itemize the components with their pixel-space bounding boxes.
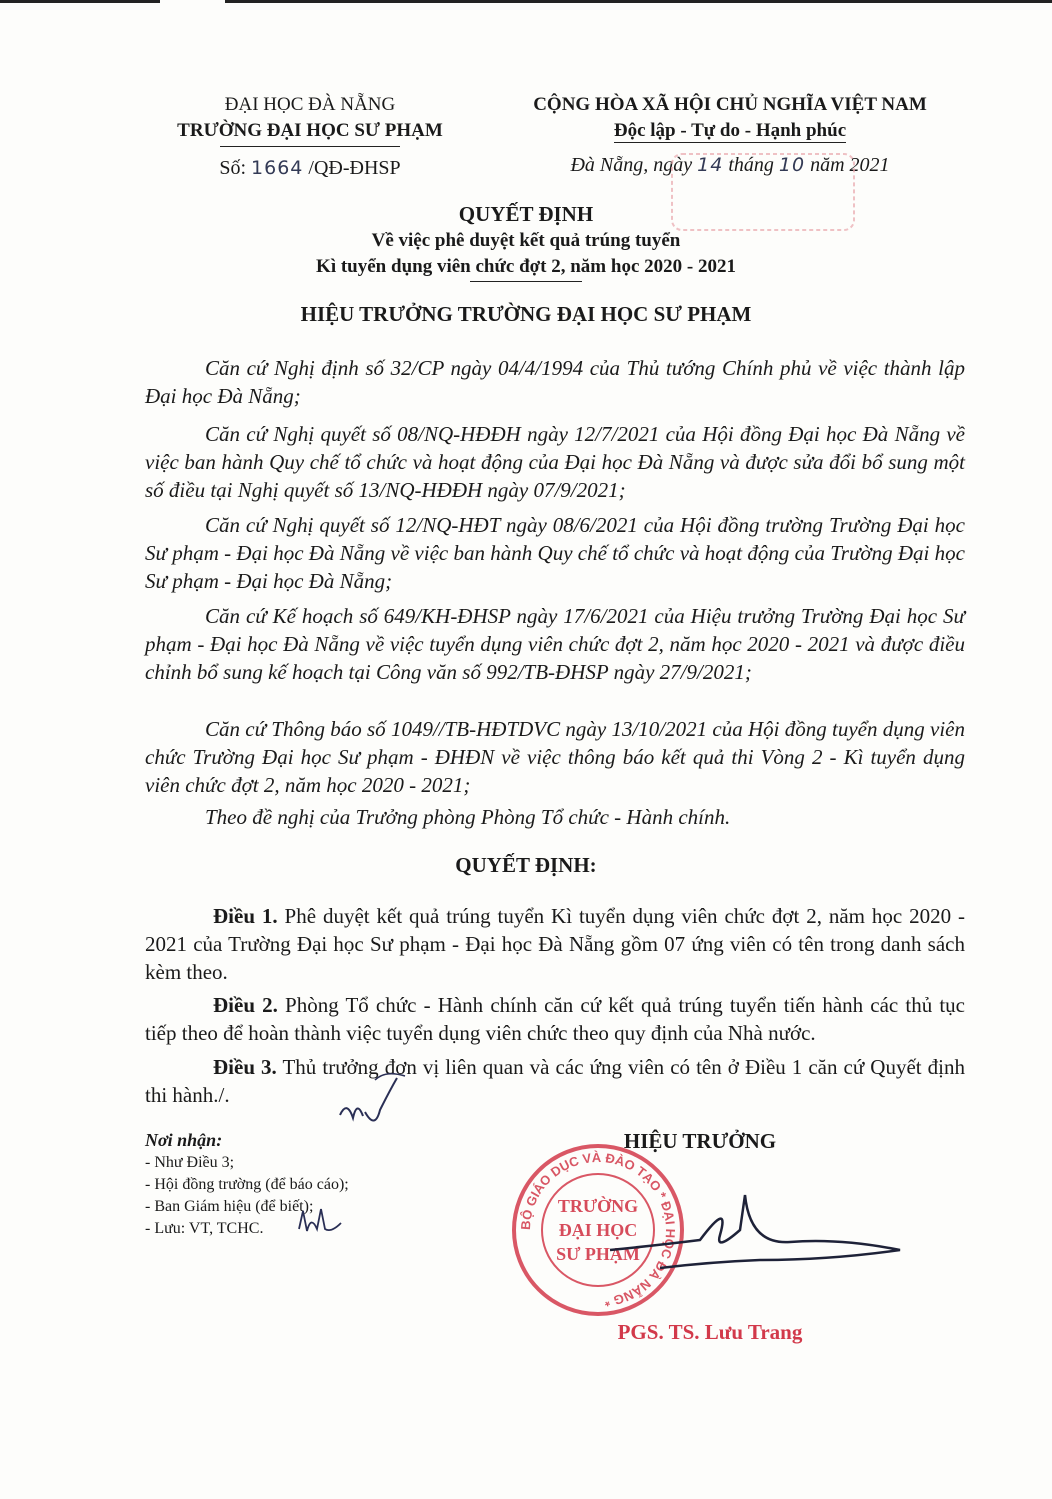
recipient-item: - Ban Giám hiệu (để biết); (145, 1198, 314, 1215)
decision-heading: QUYẾT ĐỊNH: (455, 853, 597, 877)
svg-text:TRƯỜNG: TRƯỜNG (557, 1196, 639, 1216)
handwritten-number: 1664 (251, 157, 304, 179)
seal-ring-text: BỘ GIÁO DỤC VÀ ĐÀO TẠO * ĐẠI HỌC ĐÀ NẴNG * (517, 1149, 679, 1310)
recipient-item: - Như Điều 3; (145, 1154, 235, 1171)
school-name: TRƯỜNG ĐẠI HỌC SƯ PHẠM (177, 120, 443, 141)
decision-title: QUYẾT ĐỊNH (458, 202, 594, 226)
scan-edge-right (225, 0, 1052, 3)
legal-basis-4: Căn cứ Kế hoạch số 649/KH-ĐHSP ngày 17/6/2021 của Hiệu trưởng Trường Đại học Sư phạm - Đại học Đà Nẵng về việc tuyển dụng viên chức đợt 2, năm học 2020 - 2021 và được điều chỉnh bổ sung kế hoạch tại Công văn số 992/TB-ĐHSP ngày 27/9/2021; (145, 604, 965, 684)
scan-edge-left (0, 0, 160, 3)
article-3: Điều 3. Thủ trưởng đơn vị liên quan và các ứng viên có tên ở Điều 1 căn cứ Quyết định thi hành./. (145, 1055, 966, 1107)
header-left-rule (220, 146, 400, 147)
handwritten-day: 14 (697, 154, 724, 176)
nation-title: CỘNG HÒA XÃ HỘI CHỦ NGHĨA VIỆT NAM (533, 94, 927, 115)
handwritten-month: 10 (778, 154, 806, 176)
decision-subtitle-2: Kì tuyển dụng viên chức đợt 2, năm học 2020 - 2021 (316, 256, 736, 277)
article-2: Điều 2. Phòng Tổ chức - Hành chính căn cứ kết quả trúng tuyển tiến hành các thủ tục tiếp theo để hoàn thành việc tuyển dụng viên chức theo quy định của Nhà nước. (145, 993, 965, 1045)
header-left (140, 92, 480, 183)
date-line: Đà Nẵng, ngày 14 tháng 10 năm 2021 (570, 154, 890, 176)
legal-basis-5: Căn cứ Thông báo số 1049//TB-HĐTDVC ngày 13/10/2021 của Hội đồng tuyển dụng viên chức Trường Đại học Sư phạm - ĐHĐN về việc thông báo kết quả thi Vòng 2 - Kì tuyển dụng viên chức đợt 2, năm học 2020 - 2021; (145, 717, 965, 797)
svg-text:ĐẠI HỌC: ĐẠI HỌC (558, 1220, 638, 1240)
initials-scribble (335, 1070, 475, 1130)
title-rule (470, 281, 582, 282)
motto: Độc lập - Tự do - Hạnh phúc (613, 120, 847, 141)
recipient-item: - Lưu: VT, TCHC. (145, 1220, 264, 1237)
document-number: Số: 1664 /QĐ-ĐHSP (219, 157, 401, 179)
legal-basis-3: Căn cứ Nghị quyết số 12/NQ-HĐT ngày 08/6/2021 của Hội đồng trường Trường Đại học Sư phạm - Đại học Đà Nẵng về việc ban hành Quy chế tổ chức và hoạt động của Trường Đại học Sư phạm - Đại học Đà Nẵng; (145, 513, 965, 593)
svg-text:SƯ PHẠM: SƯ PHẠM (556, 1244, 640, 1264)
authority-heading: HIỆU TRƯỞNG TRƯỜNG ĐẠI HỌC SƯ PHẠM (300, 302, 752, 326)
signature-role: HIỆU TRƯỞNG (623, 1129, 777, 1153)
signature (600, 1190, 920, 1290)
article-1: Điều 1. Phê duyệt kết quả trúng tuyển Kì tuyển dụng viên chức đợt 2, năm học 2020 - 2021 của Trường Đại học Sư phạm - Đại học Đà Nẵng gồm 07 ứng viên có tên trong danh sách kèm theo. (145, 904, 966, 984)
legal-basis-6: Theo đề nghị của Trưởng phòng Phòng Tổ chức - Hành chính. (205, 805, 731, 829)
signer-name: PGS. TS. Lưu Trang (617, 1320, 803, 1344)
clerk-initials (295, 1205, 345, 1237)
recipients-title: Nơi nhận: (145, 1130, 223, 1150)
decision-subtitle-1: Về việc phê duyệt kết quả trúng tuyển (371, 230, 681, 251)
org-name: ĐẠI HỌC ĐÀ NẴNG (224, 94, 396, 115)
recipient-item: - Hội đồng trường (để báo cáo); (145, 1176, 349, 1193)
legal-basis-1: Căn cứ Nghị định số 32/CP ngày 04/4/1994 của Thủ tướng Chính phủ về việc thành lập Đại học Đà Nẵng; (145, 356, 965, 408)
legal-basis-2: Căn cứ Nghị quyết số 08/NQ-HĐĐH ngày 12/7/2021 của Hội đồng Đại học Đà Nẵng về việc ban hành Quy chế tổ chức và hoạt động của Đại học Đà Nẵng và được sửa đổi bổ sung một số điều tại Nghị quyết số 13/NQ-HĐĐH ngày 07/9/2021; (145, 422, 965, 502)
